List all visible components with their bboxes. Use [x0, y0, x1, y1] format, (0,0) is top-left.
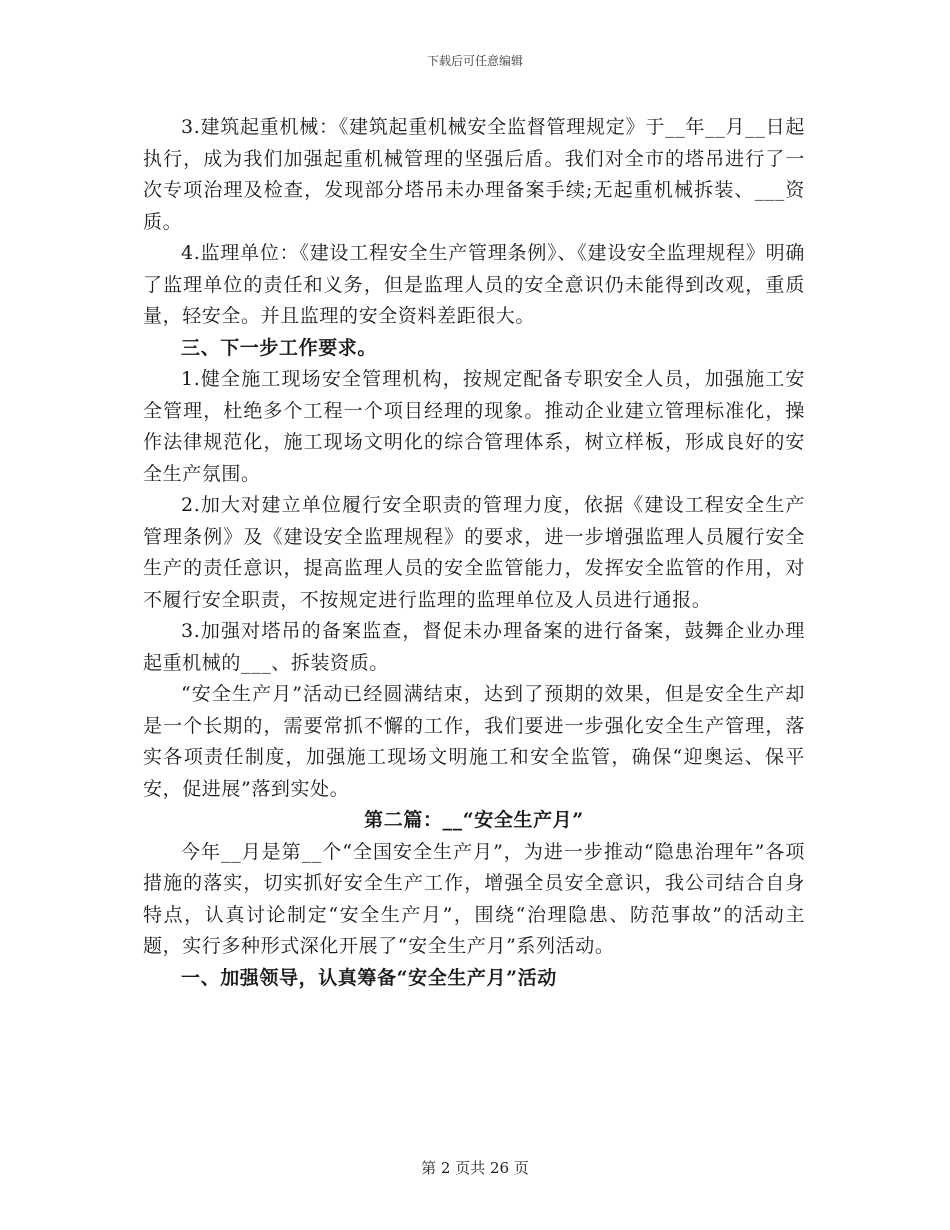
paragraph-requirement-3: 3.加强对塔吊的备案监查，督促未办理备案的进行备案，鼓舞企业办理起重机械的___、拆装资质。 — [143, 620, 805, 674]
section-heading-leadership: 一、加强领导，认真筹备“安全生产月”活动 — [181, 966, 557, 989]
page-header: 下载后可任意编辑 — [426, 54, 523, 68]
page-footer: 第 2 页共 26 页 — [421, 1159, 529, 1177]
paragraph-requirement-2: 2.加大对建立单位履行安全职责的管理力度，依据《建设工程安全生产管理条例》及《建设安全监理规程》的要求，进一步增强监理人员履行安全生产的责任意识，提高监理人员的安全监管能力，发挥安全监管的作用，对不履行安全职责，不按规定进行监理的监理单位及人员进行通报。 — [143, 494, 805, 611]
paragraph-supervision-unit: 4.监理单位：《建设工程安全生产管理条例》、《建设安全监理规程》明确了监理单位的责任和义务，但是监理人员的安全意识仍未能得到改观，重质量，轻安全。并且监理的安全资料差距很大。 — [143, 242, 805, 327]
paragraph-crane-machinery: 3.建筑起重机械：《建筑起重机械安全监督管理规定》于__年__月__日起执行，成为我们加强起重机械管理的坚强后盾。我们对全市的塔吊进行了一次专项治理及检查，发现部分塔吊未办理备案手续;无起重机械拆装、___资质。 — [143, 116, 805, 233]
chapter-title-part-two: 第二篇：__“安全生产月” — [364, 809, 584, 831]
section-heading-next-steps: 三、下一步工作要求。 — [181, 336, 378, 359]
paragraph-conclusion: “安全生产月”活动已经圆满结束，达到了预期的效果，但是安全生产却是一个长期的，需要常抓不懈的工作，我们要进一步强化安全生产管理，落实各项责任制度，加强施工现场文明施工和安全监管，确保“迎奥运、保平安，促进展”落到实处。 — [143, 683, 805, 800]
paragraph-requirement-1: 1.健全施工现场安全管理机构，按规定配备专职安全人员，加强施工安全管理，杜绝多个工程一个项目经理的现象。推动企业建立管理标准化，操作法律规范化，施工现场文明化的综合管理体系，树立样板，形成良好的安全生产氛围。 — [143, 368, 805, 485]
document-body — [143, 112, 805, 994]
paragraph-intro-part-two: 今年__月是第__个“全国安全生产月”，为进一步推动“隐患治理年”各项措施的落实，切实抓好安全生产工作，增强全员安全意识，我公司结合自身特点，认真讨论制定“安全生产月”，围绕“治理隐患、防范事故”的活动主题，实行多种形式深化开展了“安全生产月”系列活动。 — [143, 840, 805, 957]
